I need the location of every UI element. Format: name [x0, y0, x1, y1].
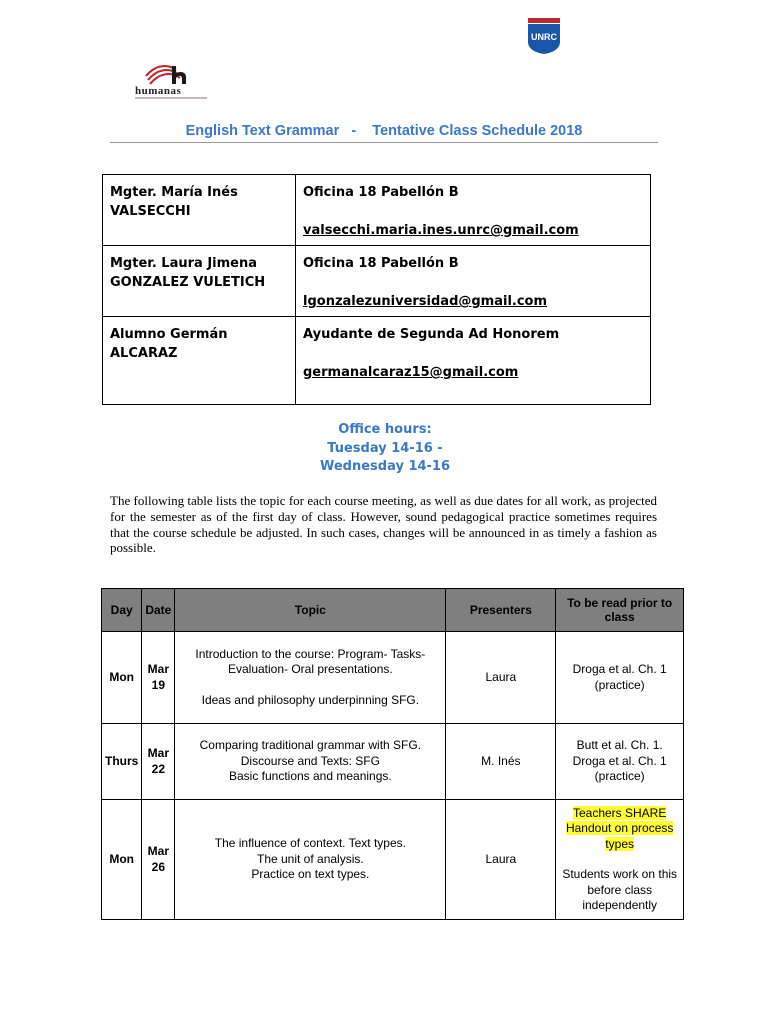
schedule-row — [102, 724, 684, 800]
row-topic — [175, 724, 446, 800]
row-reading — [556, 632, 684, 724]
schedule-row — [102, 632, 684, 724]
contact-name-line1: Mgter. Laura Jimena — [110, 256, 257, 271]
topic-line: The influence of context. Text types. — [214, 836, 406, 851]
schedule-header-row — [102, 589, 684, 632]
row-day: Mon — [102, 800, 142, 920]
contact-email-link[interactable]: valsecchi.maria.ines.unrc@gmail.com — [303, 223, 579, 238]
topic-line: Evaluation- Oral presentations. — [227, 662, 393, 677]
unrc-logo — [526, 16, 562, 56]
reading-line: (practice) — [594, 677, 645, 692]
topic-line: Introduction to the course: Program- Tasks- — [195, 646, 426, 661]
contact-office: Oficina 18 Pabellón B — [303, 185, 459, 200]
contact-details — [296, 246, 651, 317]
topic-line: Practice on text types. — [251, 867, 370, 882]
row-date-month: Mar — [147, 662, 170, 676]
contact-email-link[interactable]: germanalcaraz15@gmail.com — [303, 365, 519, 380]
schedule-table — [101, 588, 684, 920]
office-hours-line: Tuesday 14-16 - — [327, 440, 443, 456]
contact-name-line2: VALSECCHI — [110, 204, 191, 219]
row-date — [142, 632, 175, 724]
unrc-shield-icon — [526, 16, 562, 56]
reading-line: Butt et al. Ch. 1. — [576, 738, 663, 753]
header-reading: To be read prior to class — [556, 589, 684, 632]
contact-name — [103, 175, 296, 246]
row-presenter: M. Inés — [446, 724, 556, 800]
office-hours-line: Wednesday 14-16 — [319, 459, 451, 474]
header-date: Date — [142, 589, 175, 632]
row-day: Thurs — [102, 724, 142, 800]
row-date-month: Mar — [147, 844, 170, 858]
contact-office: Oficina 18 Pabellón B — [303, 256, 459, 271]
header-presenters: Presenters — [446, 589, 556, 632]
row-presenter: Laura — [446, 632, 556, 724]
highlighted-reading-line: Handout on process — [565, 821, 674, 835]
header-topic: Topic — [175, 589, 446, 632]
title-divider — [110, 142, 658, 143]
header-day: Day — [102, 589, 142, 632]
row-date-day: 26 — [151, 859, 166, 874]
topic-line: The unit of analysis. — [256, 851, 364, 866]
contact-name-line2: GONZALEZ VULETICH — [110, 275, 266, 290]
topic-line: Comparing traditional grammar with SFG. — [199, 738, 422, 753]
row-topic — [175, 800, 446, 920]
reading-line: Droga et al. Ch. 1 — [572, 662, 667, 676]
document-title: English Text Grammar - Tentative Class Schedule 2018 — [185, 123, 583, 139]
contact-name-line1: Mgter. María Inés — [110, 185, 238, 200]
contact-row — [103, 175, 651, 246]
row-date-day: 19 — [151, 677, 166, 692]
highlighted-reading-line: Teachers SHARE — [572, 805, 667, 820]
contacts-table — [102, 174, 651, 405]
topic-line: Discourse and Texts: SFG — [240, 753, 380, 768]
contact-name-line2: ALCARAZ — [110, 346, 178, 361]
reading-line: independently — [582, 898, 658, 912]
highlighted-reading-line: types — [605, 836, 635, 851]
contact-row — [103, 246, 651, 317]
contact-email-link[interactable]: lgonzalezuniversidad@gmail.com — [303, 294, 548, 309]
row-date — [142, 724, 175, 800]
reading-line: Students work on this — [562, 867, 678, 881]
topic-spacer — [178, 678, 442, 693]
humanas-logo — [130, 62, 210, 102]
contact-details — [296, 175, 651, 246]
humanas-wordmark: humanas — [135, 85, 182, 97]
row-day: Mon — [102, 632, 142, 724]
logo-tagline — [135, 97, 207, 99]
reading-line: before class — [587, 882, 653, 897]
contact-name-line1: Alumno Germán — [110, 327, 228, 342]
contact-office: Ayudante de Segunda Ad Honorem — [303, 327, 560, 342]
row-date-day: 22 — [151, 761, 166, 776]
contact-row — [103, 317, 651, 405]
reading-line: Droga et al. Ch. 1 — [572, 753, 667, 768]
office-hours — [230, 421, 540, 477]
row-reading — [556, 724, 684, 800]
contact-name — [103, 317, 296, 405]
reading-spacer — [559, 852, 680, 867]
row-topic — [175, 632, 446, 724]
row-reading — [556, 800, 684, 920]
row-presenter: Laura — [446, 800, 556, 920]
unrc-logo-text: UNRC — [531, 32, 557, 42]
topic-line: Ideas and philosophy underpinning SFG. — [201, 692, 420, 707]
contact-details — [296, 317, 651, 405]
intro-paragraph: The following table lists the topic for each course meeting, as well as due dates for all work, as projected for the semester as of the first day of class. However, sound pedagogical practice sometimes requires that the course schedule be adjusted. In such cases, changes will be announced in as timely a fashion as possible. — [110, 493, 657, 556]
reading-line: (practice) — [594, 769, 645, 784]
topic-line: Basic functions and meanings. — [228, 769, 392, 784]
schedule-row — [102, 800, 684, 920]
office-hours-heading: Office hours: — [338, 422, 432, 437]
row-date — [142, 800, 175, 920]
row-date-month: Mar — [147, 746, 170, 760]
contact-name — [103, 246, 296, 317]
